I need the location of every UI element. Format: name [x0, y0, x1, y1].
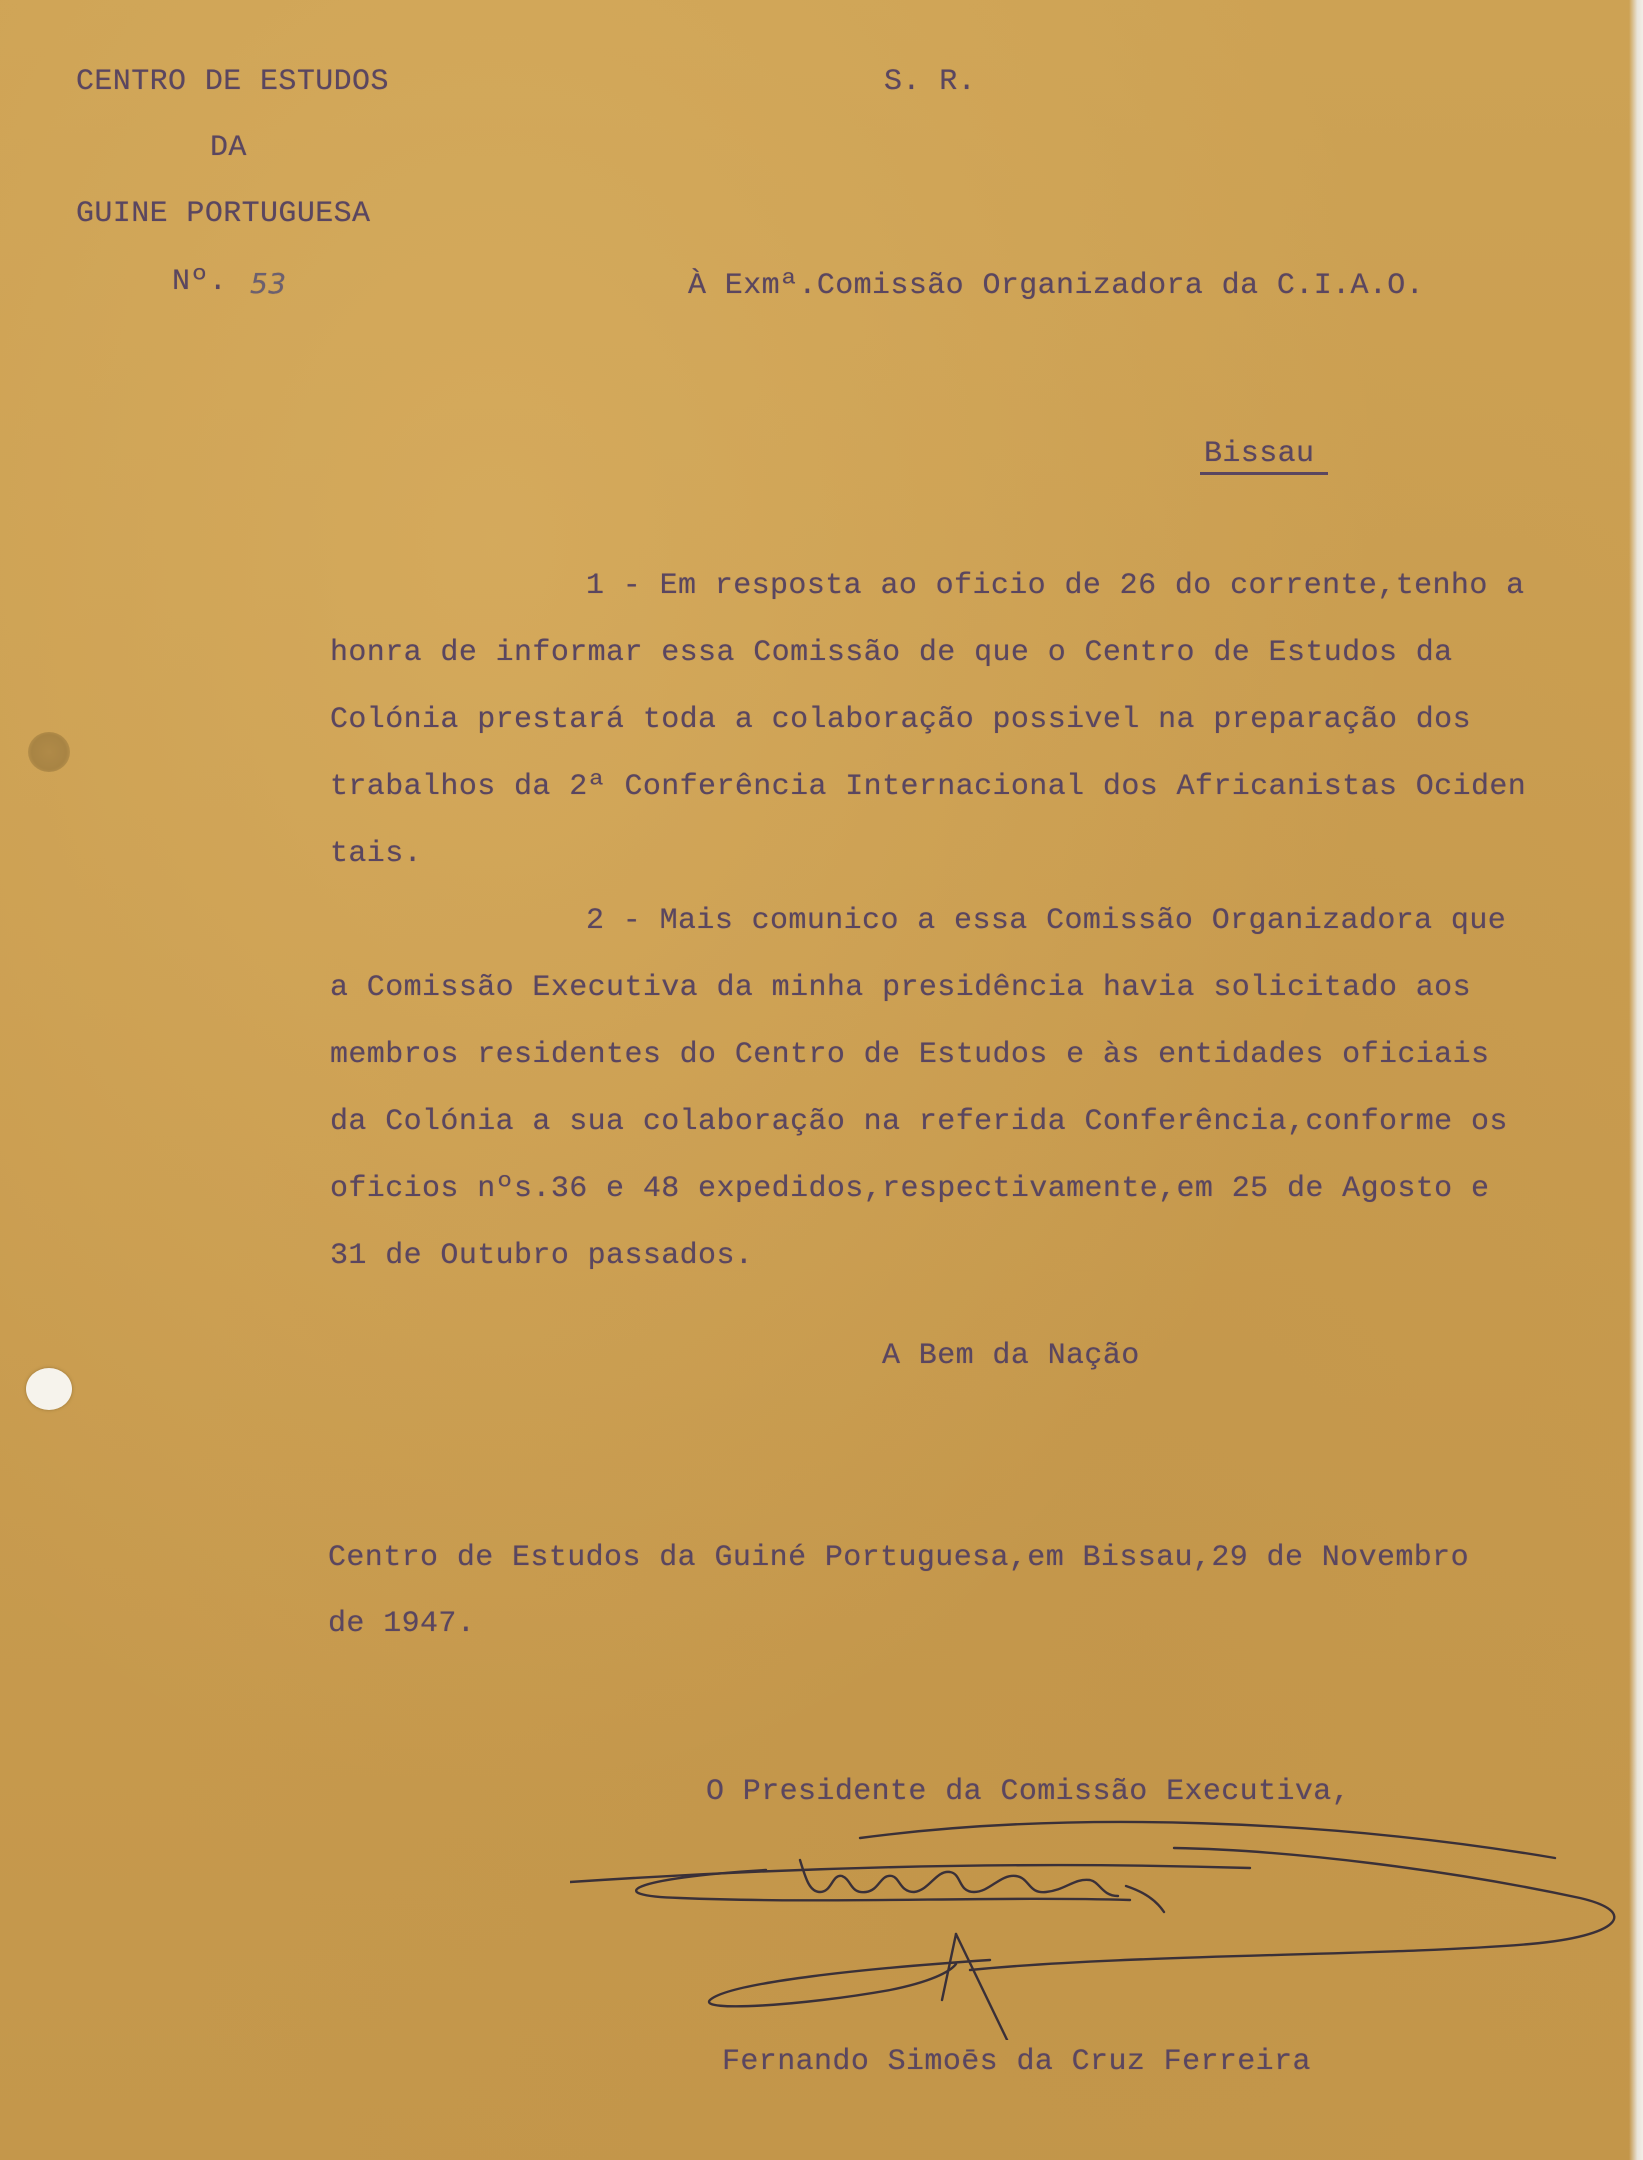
body-line-10: oficios nºs.36 e 48 expedidos,respectivamente,em 25 de Agosto e — [330, 1172, 1490, 1206]
reference-number-value: 53 — [250, 267, 287, 300]
paper-edge — [1629, 0, 1643, 2160]
addressee: À Exmª.Comissão Organizadora da C.I.A.O. — [688, 269, 1425, 303]
date-line-2: de 1947. — [328, 1607, 476, 1641]
punch-hole-top — [28, 732, 70, 772]
punch-hole-bottom — [26, 1368, 72, 1410]
body-line-4: trabalhos da 2ª Conferência Internacional dos Africanistas Ociden — [330, 770, 1527, 804]
handwritten-signature — [570, 1800, 1620, 2040]
body-line-7: a Comissão Executiva da minha presidência havia solicitado aos — [330, 971, 1471, 1005]
body-line-5: tais. — [330, 837, 423, 871]
location: Bissau — [1200, 436, 1328, 475]
date-line-1: Centro de Estudos da Guiné Portuguesa,em Bissau,29 de Novembro — [328, 1541, 1469, 1575]
body-line-1: 1 - Em resposta ao oficio de 26 do corrente,tenho a — [586, 569, 1525, 603]
reference-number-label: Nº. — [172, 265, 228, 299]
body-line-8: membros residentes do Centro de Estudos e às entidades oficiais — [330, 1038, 1490, 1072]
letterhead-line-3: GUINE PORTUGUESA — [76, 197, 371, 231]
signature-title: O Presidente da Comissão Executiva, — [706, 1775, 1351, 1809]
letterhead-line-2: DA — [210, 131, 247, 165]
body-line-3: Colónia prestará toda a colaboração possivel na preparação dos — [330, 703, 1471, 737]
body-line-6: 2 - Mais comunico a essa Comissão Organizadora que — [586, 904, 1507, 938]
body-line-11: 31 de Outubro passados. — [330, 1239, 754, 1273]
header-right-mark: S. R. — [884, 65, 977, 99]
body-line-9: da Colónia a sua colaboração na referida Conferência,conforme os — [330, 1105, 1508, 1139]
letterhead-line-1: CENTRO DE ESTUDOS — [76, 65, 389, 99]
closing-salutation: A Bem da Nação — [882, 1339, 1140, 1373]
signatory-name: Fernando Simoēs da Cruz Ferreira — [722, 2045, 1311, 2079]
body-line-2: honra de informar essa Comissão de que o Centro de Estudos da — [330, 636, 1453, 670]
